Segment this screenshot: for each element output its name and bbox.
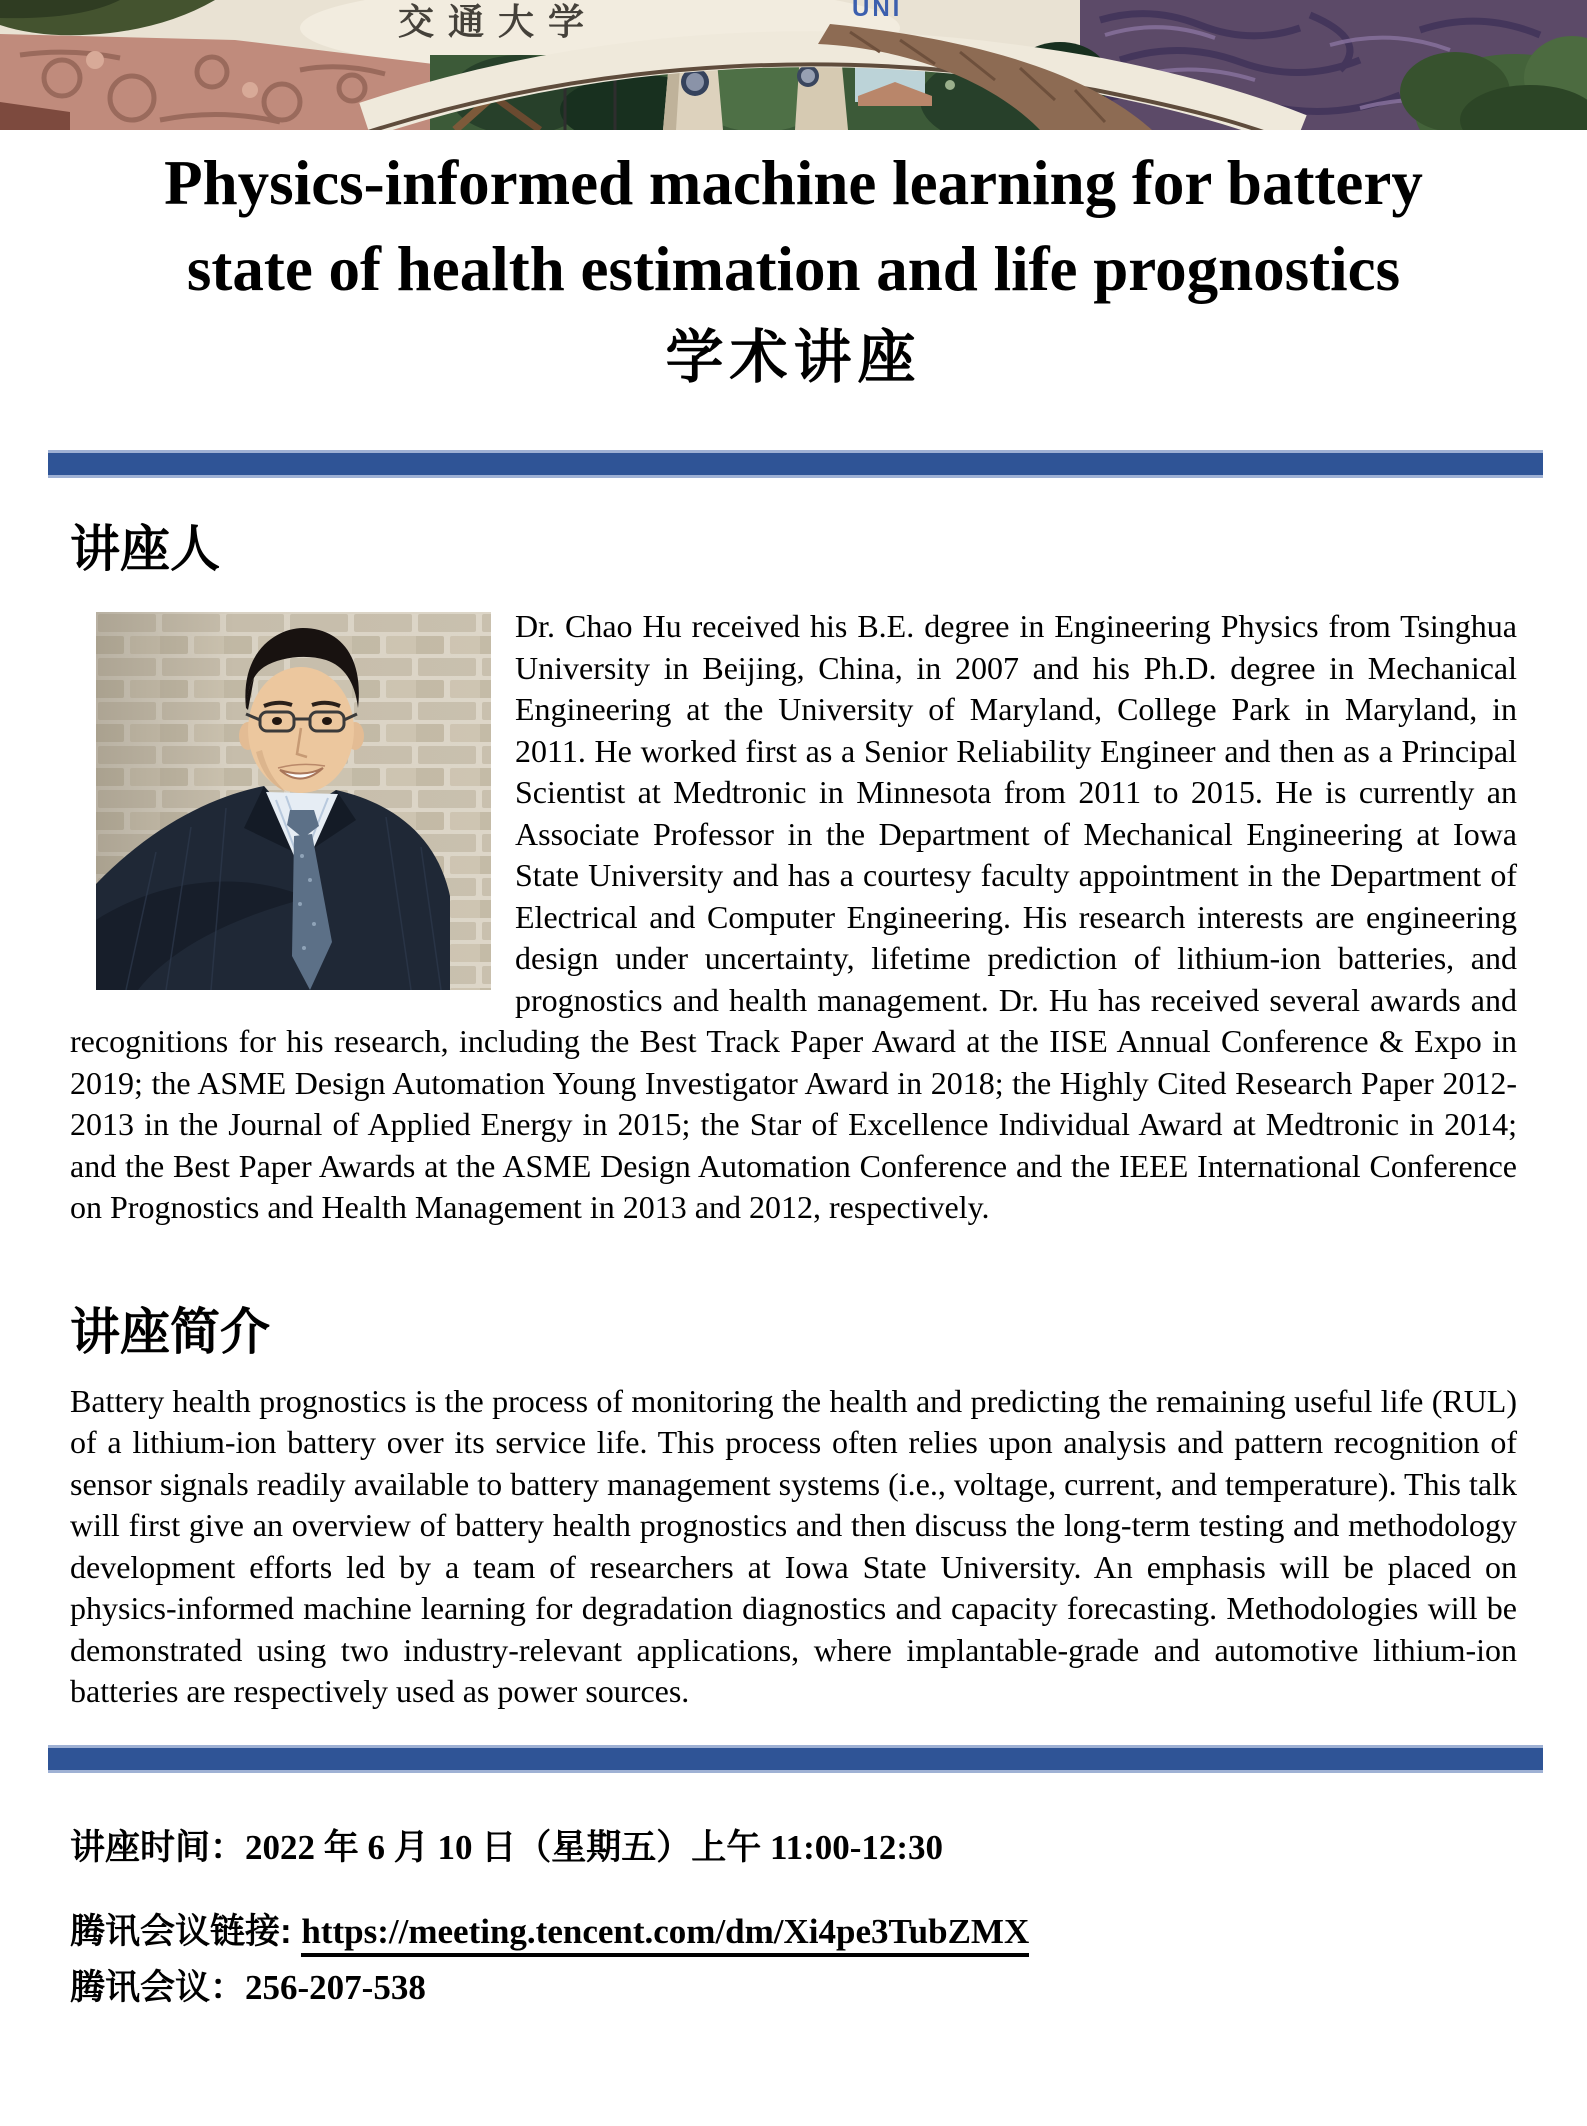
page-subtitle-zh: 学术讲座 (665, 325, 922, 390)
meeting-id-line (70, 1965, 1587, 2011)
blue-divider-top (48, 450, 1543, 478)
abstract-text: Battery health prognostics is the process of monitoring the health and predicting the remaining useful life (RUL) of a lithium-ion battery over its service life. This process often relies upon analysis and pattern recognition of sensor signals readily available to battery management systems (i.e., voltage, current, and temperature). This talk will first give an overview of battery health prognostics and then discuss the long-term testing and methodology development efforts led by a team of researchers at Iowa State University. An emphasis will be placed on physics-informed machine learning for degradation diagnostics and capacity forecasting. Methodologies will be demonstrated using two industry-relevant applications, where implantable-grade and automotive lithium-ion batteries are respectively used as power sources. (70, 1382, 1517, 1709)
university-banner-image (0, 0, 1587, 130)
abstract-section-heading: 讲座简介 (70, 1303, 270, 1360)
page-title-line2: state of health estimation and life prognostics (186, 234, 1401, 304)
blue-divider-bottom (48, 1745, 1543, 1773)
speaker-section-body (70, 606, 1517, 1229)
page-title-line1: Physics-informed machine learning for battery (164, 148, 1423, 218)
meeting-link-line (70, 1909, 1587, 1955)
lecture-time-line (70, 1825, 1587, 1871)
meeting-id-label: 腾讯会议： (70, 1967, 246, 2007)
meeting-link-label: 腾讯会议链接: (70, 1911, 302, 1951)
speaker-bio: Dr. Chao Hu received his B.E. degree in Engineering Physics from Tsinghua University in Beijing, China, in 2007 and his Ph.D. degree in Mechanical Engineering at the University of Maryland, College Park in Maryland, in 2011. He worked first as a Senior Reliability Engineer and then as a Principal Scientist at Medtronic in Minnesota from 2011 to 2015. He is currently an Associate Professor in the Department of Mechanical Engineering at Iowa State University and has a courtesy faculty appointment in the Department of Electrical and Computer Engineering. His research interests are engineering design under uncertainty, lifetime prediction of lithium-ion batteries, and prognostics and health management. Dr. Hu has received several awards and recognitions for his research, including the Best Track Paper Award at the IISE Annual Conference & Expo in 2019; the ASME Design Automation Young Investigator Award in 2018; the Highly Cited Research Paper 2012-2013 in the Journal of Applied Energy in 2015; the Star of Excellence Individual Award at Medtronic in 2014; and the Best Paper Awards at the ASME Design Automation Conference and the IEEE International Conference on Prognostics and Health Management in 2013 and 2012, respectively. (70, 608, 1517, 1225)
title-block (0, 140, 1587, 396)
meeting-link[interactable]: https://meeting.tencent.com/dm/Xi4pe3TubZMX (301, 1912, 1029, 1957)
lecture-time-value: 2022 年 6 月 10 日（星期五）上午 11:00-12:30 (245, 1827, 944, 1867)
meeting-id-value: 256-207-538 (245, 1967, 426, 2007)
speaker-section-heading: 讲座人 (70, 521, 220, 577)
banner-gate-text-zh: 交通大学 (398, 2, 599, 42)
banner-gate-text-en: UNI (852, 0, 903, 22)
lecture-time-label: 讲座时间： (70, 1827, 246, 1867)
speaker-photo (96, 612, 491, 990)
